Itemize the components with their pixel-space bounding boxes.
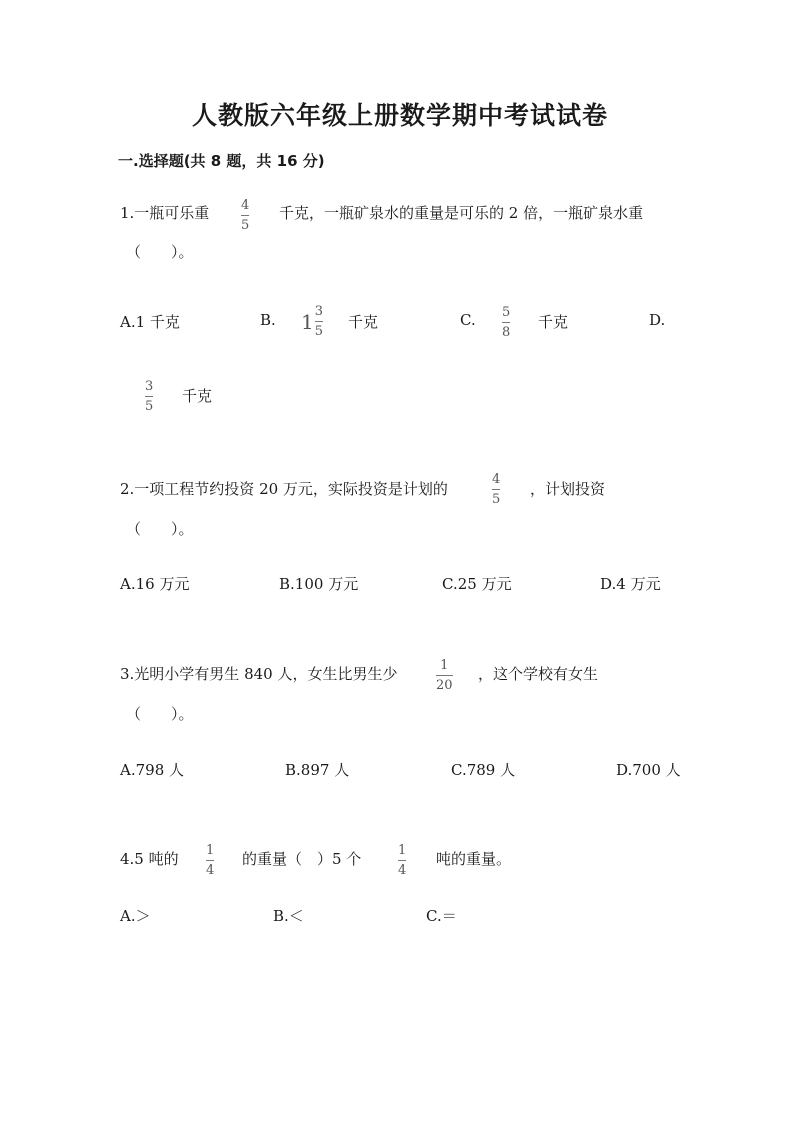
q1-option-b-unit: 千克 <box>348 313 379 331</box>
q1-option-d-den: 5 <box>145 399 154 414</box>
q3-option-a[interactable]: A.798 人 <box>120 761 184 779</box>
q4-fraction-2 <box>398 843 406 878</box>
q1-option-d-num: 3 <box>145 379 154 394</box>
q1-option-c-num: 5 <box>502 305 511 320</box>
q1-option-b-label: B. <box>260 311 276 329</box>
q1-option-b-whole: 1 <box>301 309 314 334</box>
q1-option-b-fraction <box>315 304 323 339</box>
q1-option-a[interactable]: A.1 千克 <box>120 313 180 331</box>
page-title: 人教版六年级上册数学期中考试试卷 <box>191 101 608 130</box>
q3-frac-den: 20 <box>436 678 453 693</box>
q1-option-b-num: 3 <box>314 304 324 319</box>
q4-frac2-den: 4 <box>398 863 407 878</box>
q4-fraction-1 <box>206 843 214 878</box>
q1-frac-num: 4 <box>241 198 250 213</box>
q2-text-b: ，计划投资 <box>530 480 606 498</box>
q1-fraction <box>241 198 249 233</box>
q3-fraction <box>436 658 453 693</box>
q2-option-d[interactable]: D.4 万元 <box>600 575 661 593</box>
q3-option-c[interactable]: C.789 人 <box>451 761 516 779</box>
q4-frac1-den: 4 <box>206 863 215 878</box>
q1-frac-den: 5 <box>241 218 250 233</box>
q4-option-c[interactable]: C.＝ <box>426 907 457 925</box>
q3-option-b[interactable]: B.897 人 <box>285 761 350 779</box>
q2-fraction <box>492 472 500 507</box>
q4-option-a[interactable]: A.＞ <box>120 907 151 925</box>
q4-frac2-num: 1 <box>398 843 407 858</box>
q1-option-b-mixed-number <box>301 304 323 339</box>
q4-option-b[interactable]: B.＜ <box>273 907 304 925</box>
q3-blank: （ ）。 <box>126 705 194 723</box>
q1-option-c-den: 8 <box>502 325 511 340</box>
q1-option-c-fraction <box>502 305 510 340</box>
q1-option-d-label: D. <box>649 311 666 329</box>
q4-text-a: 4.5 吨的 <box>120 850 179 868</box>
q4-text-b: 的重量（ ）5 个 <box>242 850 362 868</box>
q2-option-c[interactable]: C.25 万元 <box>442 575 512 593</box>
q2-text-a: 2.一项工程节约投资 20 万元，实际投资是计划的 <box>120 480 448 498</box>
q4-text-c: 吨的重量。 <box>436 850 512 868</box>
q2-blank: （ ）。 <box>126 520 194 538</box>
q2-frac-num: 4 <box>492 472 501 487</box>
q4-frac1-num: 1 <box>206 843 215 858</box>
q1-text-b: 千克，一瓶矿泉水的重量是可乐的 2 倍，一瓶矿泉水重 <box>279 204 644 222</box>
q1-option-d-fraction <box>145 379 153 414</box>
q2-option-a[interactable]: A.16 万元 <box>120 575 190 593</box>
q2-frac-den: 5 <box>492 492 501 507</box>
q2-option-b[interactable]: B.100 万元 <box>279 575 359 593</box>
q3-text-b: ，这个学校有女生 <box>478 665 599 683</box>
q1-option-d-unit: 千克 <box>182 387 213 405</box>
q3-text-a: 3.光明小学有男生 840 人，女生比男生少 <box>120 665 398 683</box>
q1-option-b-den: 5 <box>314 324 324 339</box>
q1-option-c-label: C. <box>460 311 476 329</box>
q1-option-c-unit: 千克 <box>538 313 569 331</box>
section-heading: 一.选择题(共 8 题，共 16 分) <box>118 152 325 170</box>
q3-option-d[interactable]: D.700 人 <box>616 761 681 779</box>
q3-frac-num: 1 <box>440 658 449 673</box>
q1-blank: （ ）。 <box>126 243 194 261</box>
q1-text-a: 1.一瓶可乐重 <box>120 204 210 222</box>
